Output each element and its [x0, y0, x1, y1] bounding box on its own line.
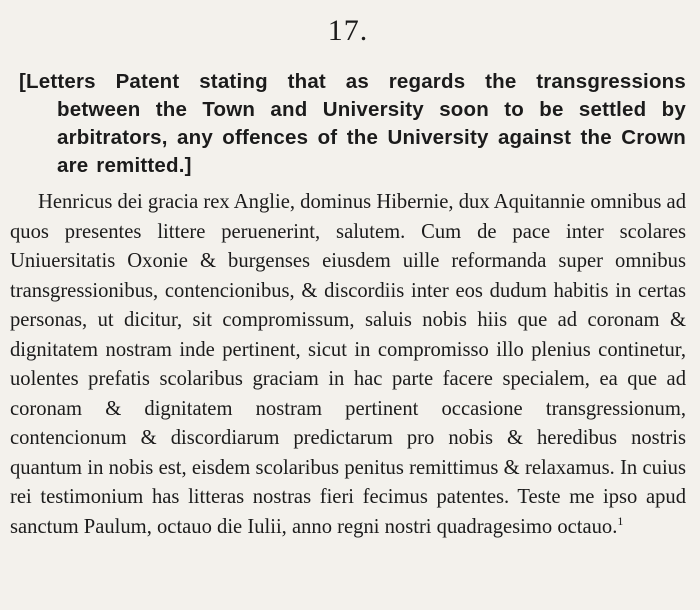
document-body [10, 188, 686, 542]
body-text: Henricus dei gracia rex Anglie, dominus Hibernie, dux Aquitannie omnibus ad quos presentes littere peruenerint, salutem. Cum de pace inter scolares Uniuersitatis Oxonie & burgenses eiusdem uille reformanda super omnibus transgressionibus, contencionibus, & discordiis inter eos dudum habitis in certas personas, ut dicitur, sit compromissum, saluis nobis hiis que ad coronam & dignitatem nostram inde pertinent, sicut in compromisso illo plenius continetur, uolentes prefatis scolaribus graciam in hac parte facere specialem, ea que ad coronam & dignitatem nostram pertinent occasione transgressionum, contencionum & discordiarum predictarum pro nobis & heredibus nostris quantum in nobis est, eisdem scolaribus penitus remittimus & relaxamus. In cuius rei testimonium has litteras nostras fieri fecimus patentes. Teste me ipso apud sanctum Paulum, octauo die Iulii, anno regni nostri quadragesimo octauo. [10, 191, 686, 538]
document-number: 17. [327, 14, 369, 47]
footnote-marker: 1 [617, 513, 624, 528]
document-heading: [Letters Patent stating that as regards the transgressions between the Town and University soon to be settled by arbitrators, any offences of the University against the Crown are remitted.] [19, 70, 686, 177]
